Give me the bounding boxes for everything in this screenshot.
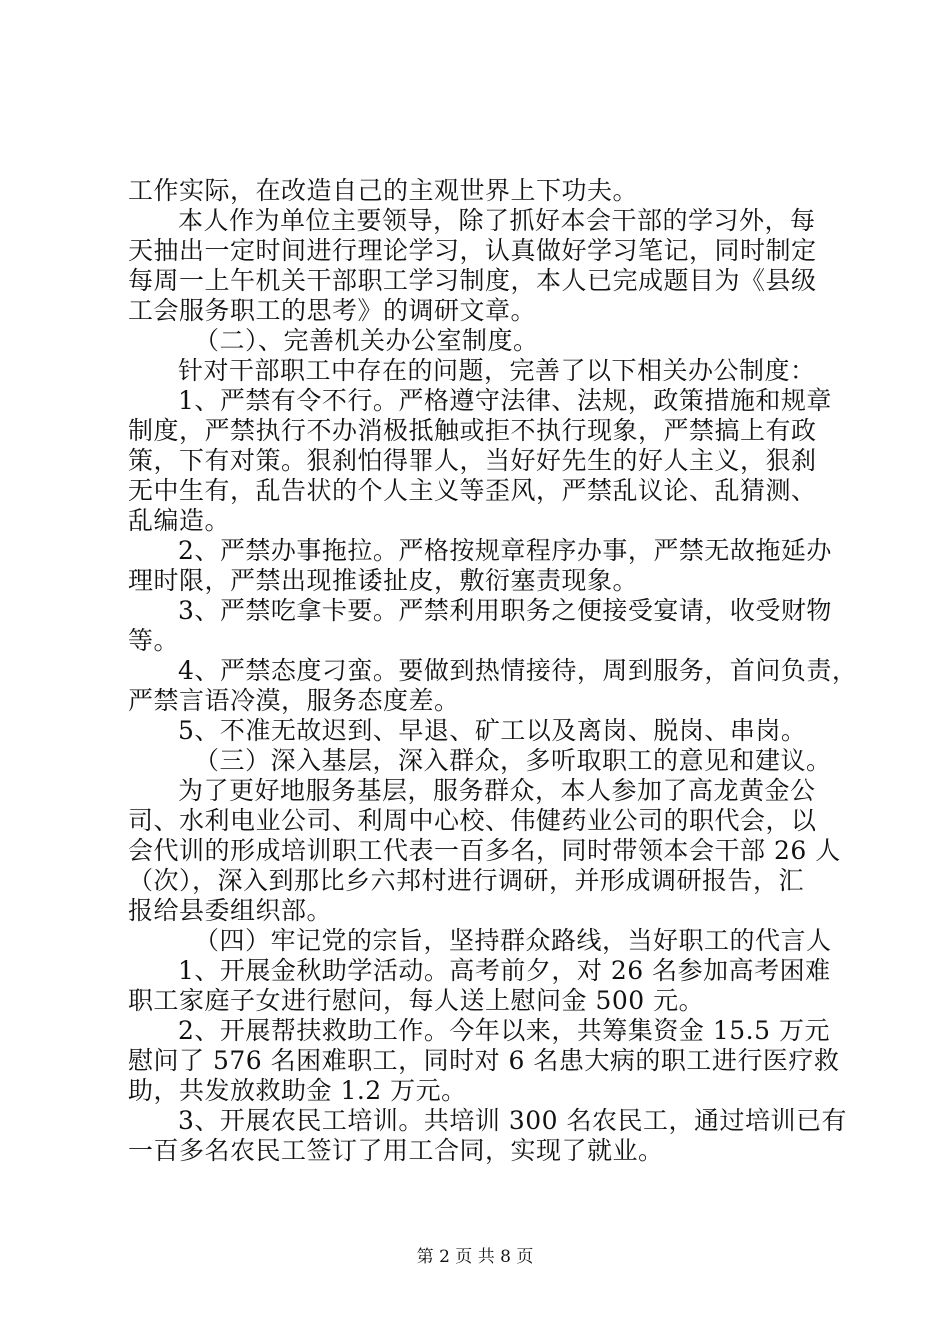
text-line: 理时限，严禁出现推诿扯皮，敷衍塞责现象。 xyxy=(128,566,639,595)
text-line: （次），深入到那比乡六邦村进行调研，并形成调研报告，汇 xyxy=(128,866,805,895)
text-line: 一百多名农民工签订了用工合同，实现了就业。 xyxy=(128,1136,664,1165)
text-line: 3、严禁吃拿卡要。严禁利用职务之便接受宴请，收受财物 xyxy=(178,596,832,625)
text-line: （三）深入基层，深入群众，多听取职工的意见和建议。 xyxy=(194,746,832,775)
text-line: 慰问了 576 名困难职工，同时对 6 名患大病的职工进行医疗救 xyxy=(128,1046,840,1075)
text-line: 为了更好地服务基层，服务群众，本人参加了高龙黄金公 xyxy=(178,776,816,805)
text-line: 工会服务职工的思考》的调研文章。 xyxy=(128,296,537,325)
text-line: 4、严禁态度刁蛮。要做到热情接待，周到服务，首问负责， xyxy=(178,656,858,685)
text-line: 乱编造。 xyxy=(128,506,231,535)
text-line: 针对干部职工中存在的问题，完善了以下相关办公制度： xyxy=(178,356,816,385)
text-line: 1、开展金秋助学活动。高考前夕，对 26 名参加高考困难 xyxy=(178,956,831,985)
text-line: 会代训的形成培训职工代表一百多名，同时带领本会干部 26 人 xyxy=(128,836,841,865)
text-line: 1、严禁有令不行。严格遵守法律、法规，政策措施和规章 xyxy=(178,386,832,415)
text-line: 2、严禁办事拖拉。严格按规章程序办事，严禁无故拖延办 xyxy=(178,536,832,565)
text-line: 司、水利电业公司、利周中心校、伟健药业公司的职代会，以 xyxy=(128,806,817,835)
text-line: 3、开展农民工培训。共培训 300 名农民工，通过培训已有 xyxy=(178,1106,848,1135)
text-line: （二）、完善机关办公室制度。 xyxy=(194,326,539,355)
page-footer: 第 2 页 共 8 页 xyxy=(416,1247,534,1267)
text-line: 策，下有对策。狠刹怕得罪人，当好好先生的好人主义，狠刹 xyxy=(128,446,817,475)
text-line: 2、开展帮扶救助工作。今年以来，共筹集资金 15.5 万元 xyxy=(178,1016,830,1045)
text-line: 本人作为单位主要领导，除了抓好本会干部的学习外，每 xyxy=(178,206,816,235)
text-line: 助，共发放救助金 1.2 万元。 xyxy=(128,1076,467,1105)
text-line: 职工家庭子女进行慰问，每人送上慰问金 500 元。 xyxy=(128,986,705,1015)
text-line: 无中生有，乱告状的个人主义等歪风，严禁乱议论、乱猜测、 xyxy=(128,476,817,505)
text-line: 等。 xyxy=(128,626,180,655)
text-line: 严禁言语冷漠，服务态度差。 xyxy=(128,686,460,715)
text-line: （四）牢记党的宗旨，坚持群众路线，当好职工的代言人 xyxy=(194,926,832,955)
text-line: 天抽出一定时间进行理论学习，认真做好学习笔记，同时制定 xyxy=(128,236,817,265)
document-body xyxy=(128,176,858,1166)
text-line: 报给县委组织部。 xyxy=(128,896,333,925)
text-line: 工作实际，在改造自己的主观世界上下功夫。 xyxy=(128,176,639,205)
text-line: 5、不准无故迟到、早退、矿工以及离岗、脱岗、串岗。 xyxy=(178,716,807,745)
text-line: 每周一上午机关干部职工学习制度，本人已完成题目为《县级 xyxy=(128,266,817,295)
text-line: 制度，严禁执行不办消极抵触或拒不执行现象，严禁搞上有政 xyxy=(128,416,817,445)
